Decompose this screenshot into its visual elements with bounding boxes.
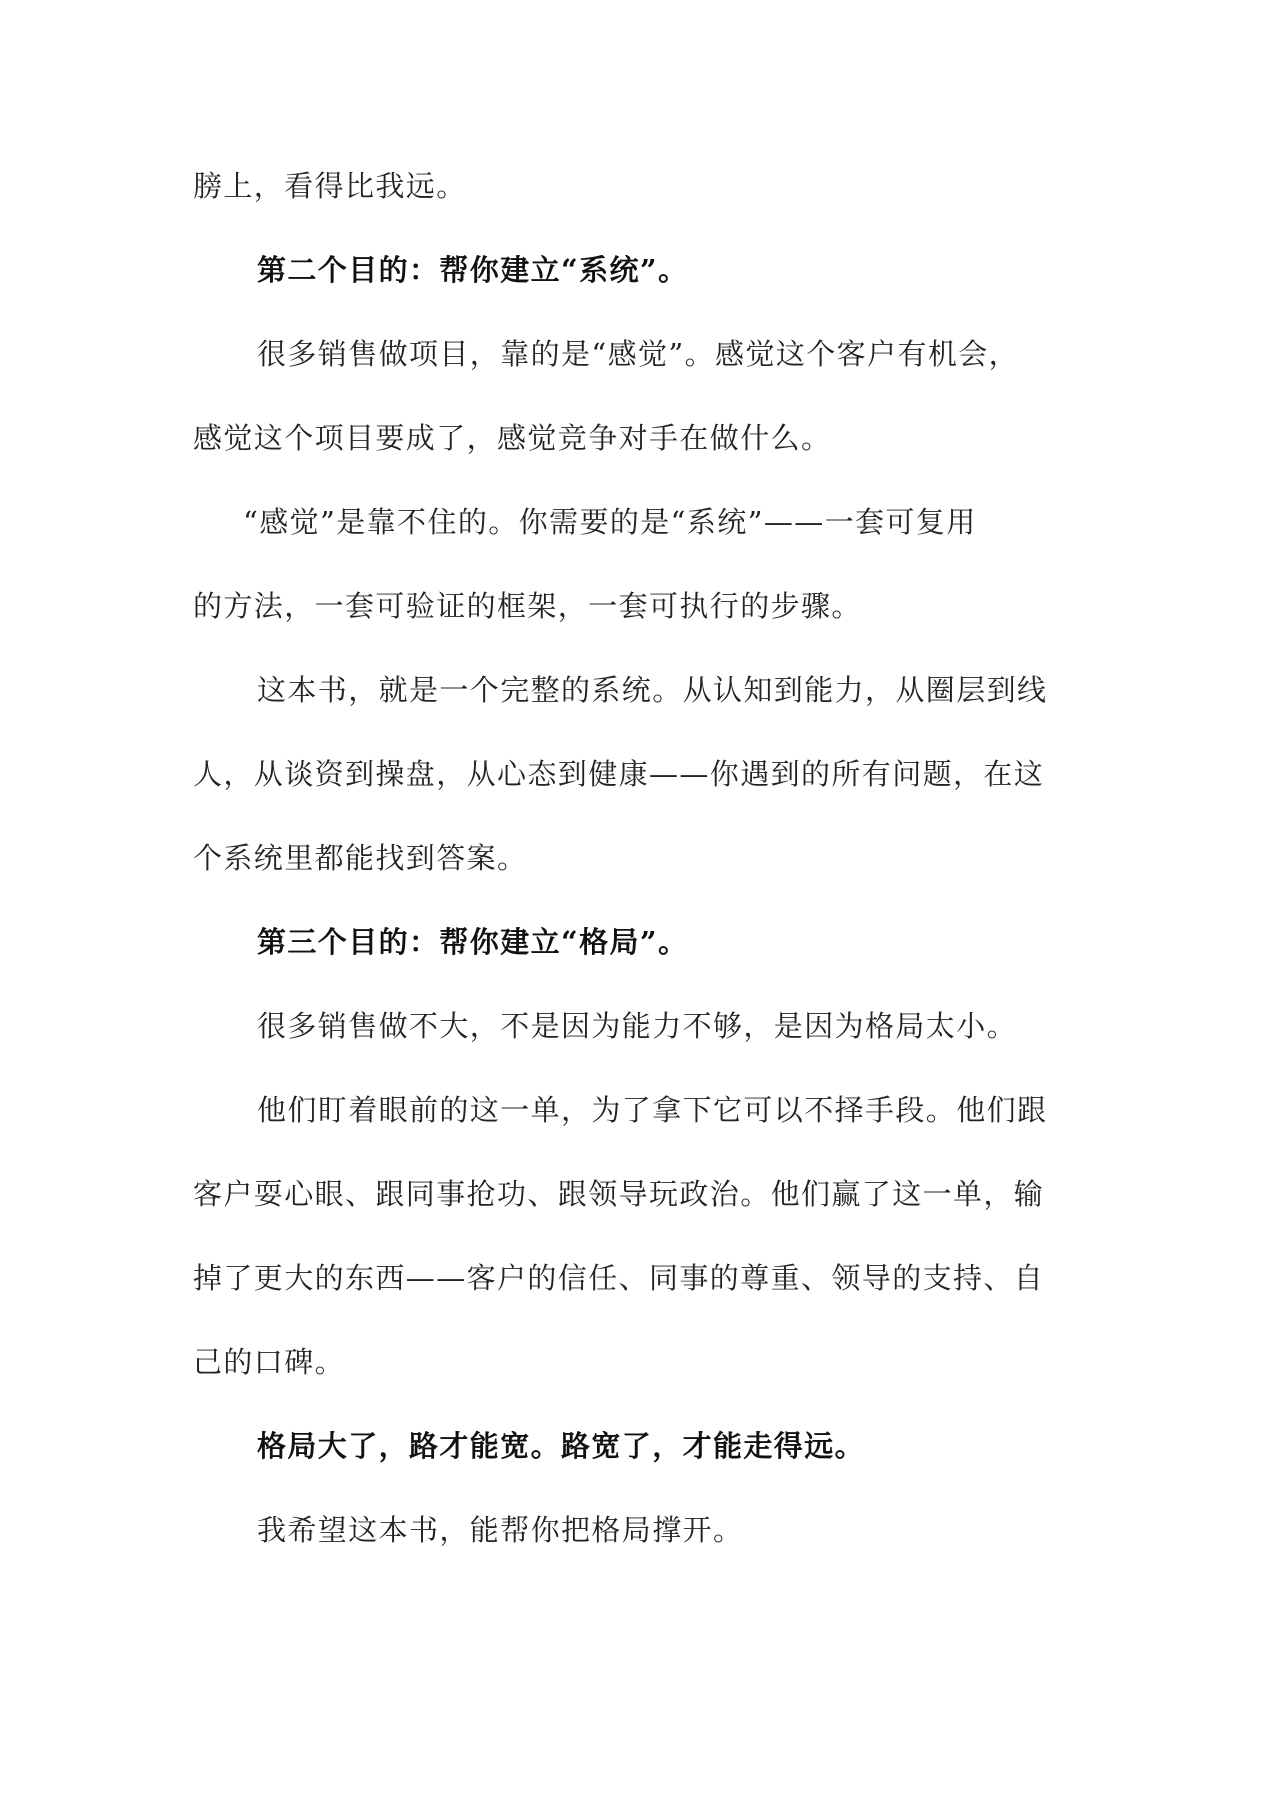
text-line: “感觉”是靠不住的。你需要的是“系统”——一套可复用 (243, 505, 977, 539)
text-line: 人，从谈资到操盘，从心态到健康——你遇到的所有问题，在这 (193, 757, 1045, 791)
text-line: 个系统里都能找到答案。 (193, 841, 528, 875)
emphasis-line: 格局大了，路才能宽。路宽了，才能走得远。 (257, 1429, 866, 1463)
text-line: 感觉这个项目要成了，感觉竞争对手在做什么。 (193, 421, 832, 455)
text-line: 这本书，就是一个完整的系统。从认知到能力，从圈层到线 (257, 673, 1048, 707)
text-line: 客户耍心眼、跟同事抢功、跟领导玩政治。他们赢了这一单，输 (193, 1177, 1045, 1211)
text-line: 的方法，一套可验证的框架，一套可执行的步骤。 (193, 589, 862, 623)
text-line: 很多销售做项目，靠的是“感觉”。感觉这个客户有机会， (257, 337, 1020, 371)
section-heading: 第三个目的：帮你建立“格局”。 (257, 925, 689, 959)
body-text (193, 166, 1083, 1594)
text-line: 我希望这本书，能帮你把格局撑开。 (257, 1513, 744, 1547)
text-line: 掉了更大的东西——客户的信任、同事的尊重、领导的支持、自 (193, 1261, 1045, 1295)
section-heading: 第二个目的：帮你建立“系统”。 (257, 253, 689, 287)
text-line: 他们盯着眼前的这一单，为了拿下它可以不择手段。他们跟 (257, 1093, 1048, 1127)
text-line: 己的口碑。 (193, 1345, 346, 1379)
text-line: 很多销售做不大，不是因为能力不够，是因为格局太小。 (257, 1009, 1018, 1043)
text-line: 膀上，看得比我远。 (193, 169, 467, 203)
